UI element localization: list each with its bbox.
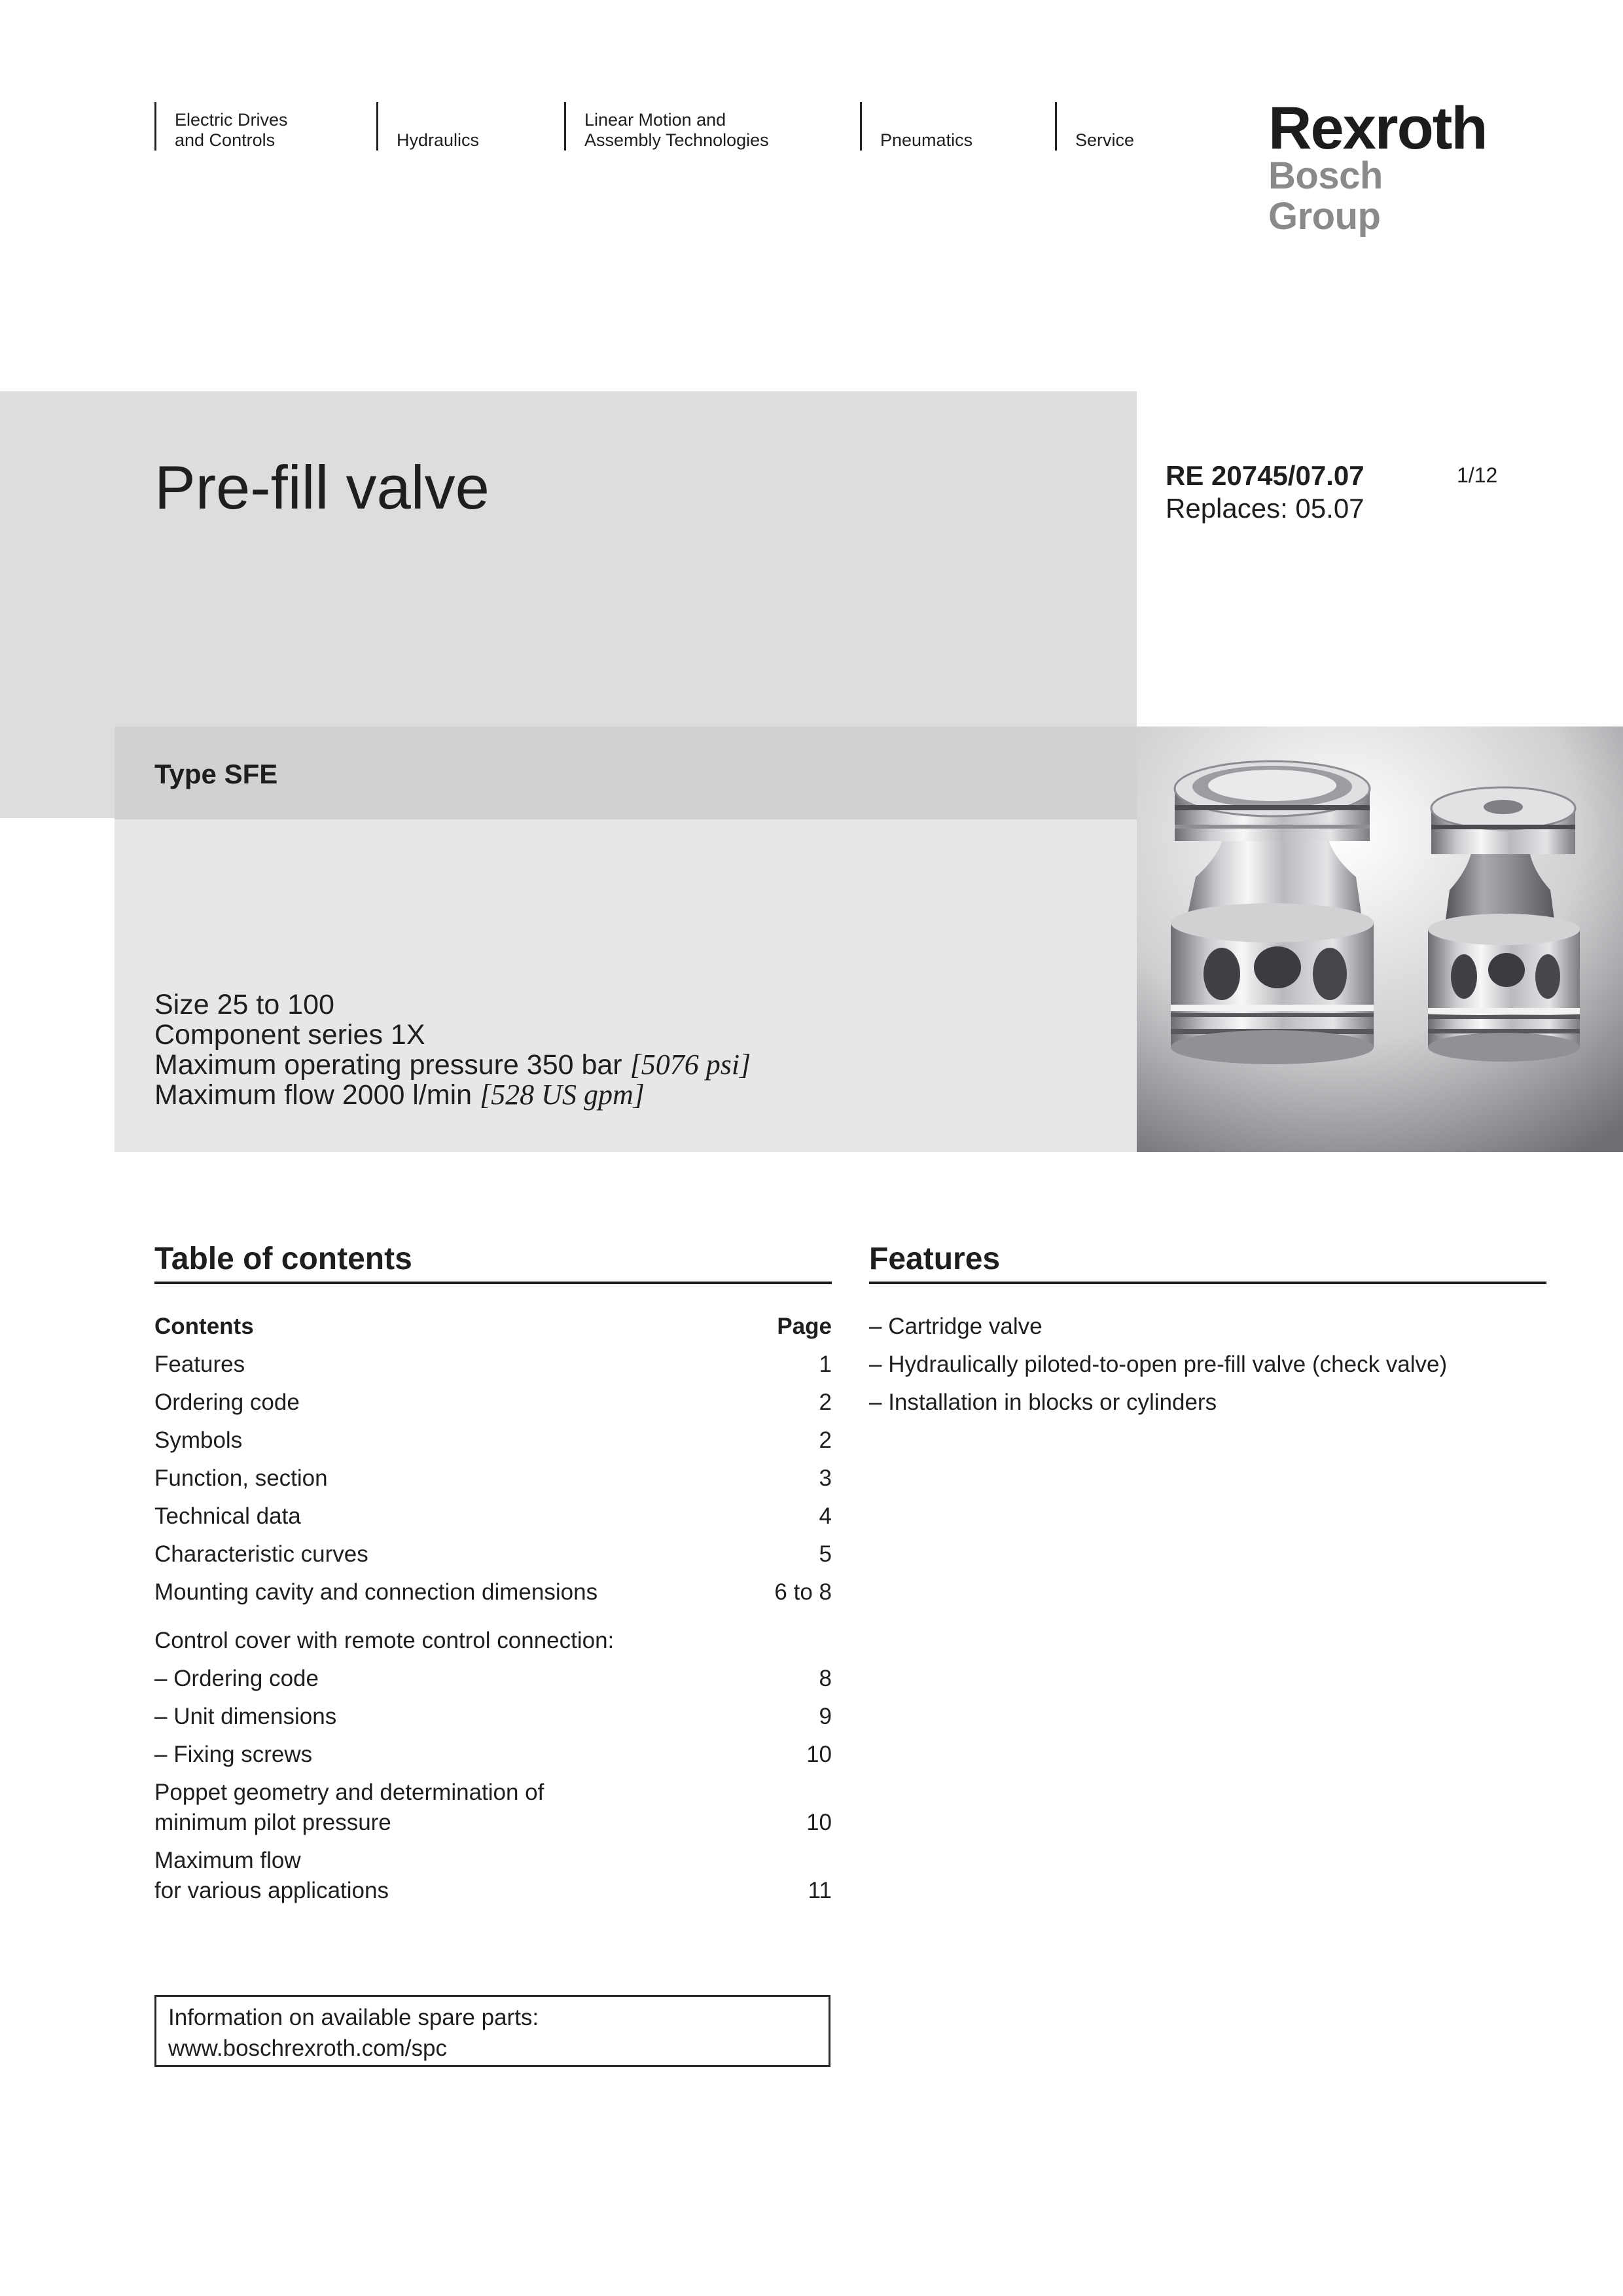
toc-row-label: – Fixing screws — [154, 1742, 313, 1767]
toc-row-label-line2: minimum pilot pressure — [154, 1810, 391, 1835]
toc-row[interactable] — [154, 1384, 832, 1422]
toc-row-page: 2 — [819, 1427, 832, 1453]
nav-label-line2: Assembly Technologies — [584, 130, 769, 150]
nav-label-line2: and Controls — [175, 130, 276, 150]
toc-row[interactable] — [154, 1535, 832, 1573]
toc-row[interactable] — [154, 1660, 832, 1698]
toc-row-page: 11 — [808, 1878, 832, 1903]
nav-service[interactable] — [1055, 102, 1135, 151]
toc-row-poppet[interactable] — [154, 1774, 832, 1842]
toc-row-label: Features — [154, 1352, 245, 1377]
toc-row[interactable] — [154, 1573, 832, 1611]
page-number: 1/12 — [1457, 463, 1498, 487]
toc-row-page: 9 — [819, 1704, 832, 1729]
toc-header — [154, 1308, 832, 1346]
feature-item: – Cartridge valve — [869, 1314, 1043, 1339]
spare-parts-link[interactable]: www.boschrexroth.com/spc — [168, 2036, 447, 2061]
nav-label: Pneumatics — [880, 130, 973, 150]
logo-brand: Rexroth — [1268, 95, 1487, 162]
valve-small — [1428, 787, 1580, 1062]
product-photo — [1137, 726, 1623, 1152]
toc-row-label: Technical data — [154, 1503, 301, 1529]
logo-group: Bosch Group — [1268, 154, 1383, 238]
toc-row-page: 3 — [819, 1465, 832, 1491]
toc-row[interactable] — [154, 1422, 832, 1460]
toc-row[interactable] — [154, 1346, 832, 1384]
toc-row-page: 10 — [806, 1742, 832, 1767]
spec-flow — [154, 1080, 751, 1110]
toc-control-cover-note: Control cover with remote control connection: — [154, 1628, 615, 1653]
toc-row-page: 2 — [819, 1390, 832, 1415]
toc-row-max-flow[interactable] — [154, 1842, 832, 1910]
table-of-contents — [154, 1308, 832, 1910]
nav-electric-drives[interactable] — [154, 102, 288, 151]
toc-row-label: – Ordering code — [154, 1666, 319, 1691]
toc-header-page: Page — [777, 1314, 832, 1339]
nav-label-line1: Electric Drives — [175, 110, 288, 130]
spec-size: Size 25 to 100 — [154, 989, 334, 1020]
toc-row-page: 4 — [819, 1503, 832, 1529]
nav-pneumatics[interactable] — [860, 102, 973, 151]
feature-item: – Installation in blocks or cylinders — [869, 1390, 1217, 1415]
page-title: Pre-fill valve — [154, 453, 490, 522]
toc-row-label: Ordering code — [154, 1390, 300, 1415]
toc-row-label: Mounting cavity and connection dimensions — [154, 1579, 598, 1605]
valve-large — [1171, 761, 1374, 1064]
features-title: Features — [869, 1242, 1001, 1276]
document-replaces: Replaces: 05.07 — [1166, 493, 1364, 524]
toc-row[interactable] — [154, 1460, 832, 1498]
toc-row-page: 8 — [819, 1666, 832, 1691]
document-number: RE 20745/07.07 — [1166, 460, 1364, 491]
info-text: Information on available spare parts: — [168, 2005, 539, 2030]
toc-title: Table of contents — [154, 1242, 412, 1276]
spec-flow-label: Maximum flow 2000 l/min — [154, 1079, 473, 1111]
toc-header-contents: Contents — [154, 1314, 254, 1339]
nav-linear-motion[interactable] — [564, 102, 769, 151]
nav-label: Hydraulics — [397, 130, 480, 150]
toc-row-page: 6 to 8 — [774, 1579, 832, 1605]
features-list — [869, 1308, 1546, 1422]
spec-pressure-alt: [5076 psi] — [630, 1049, 751, 1081]
nav-hydraulics[interactable] — [376, 102, 480, 151]
toc-row-label-line1: Poppet geometry and determination of — [154, 1780, 544, 1805]
toc-row-page: 1 — [819, 1352, 832, 1377]
toc-row[interactable] — [154, 1698, 832, 1736]
toc-row-label: Symbols — [154, 1427, 243, 1453]
toc-row-label: Characteristic curves — [154, 1541, 368, 1567]
spec-pressure-label: Maximum operating pressure 350 bar — [154, 1049, 622, 1081]
toc-row-page: 5 — [819, 1541, 832, 1567]
toc-row-label-line2: for various applications — [154, 1878, 389, 1903]
rexroth-logo — [1268, 97, 1504, 237]
toc-row[interactable] — [154, 1498, 832, 1535]
toc-row-label: – Unit dimensions — [154, 1704, 337, 1729]
spare-parts-info-box — [154, 1995, 830, 2067]
toc-title-rule — [154, 1282, 832, 1284]
toc-row-label-line1: Maximum flow — [154, 1848, 301, 1873]
feature-item: – Hydraulically piloted-to-open pre-fill valve (check valve) — [869, 1352, 1448, 1377]
toc-row[interactable] — [154, 1736, 832, 1774]
spec-list — [154, 990, 751, 1110]
nav-label-line1: Linear Motion and — [584, 110, 726, 130]
nav-label: Service — [1075, 130, 1135, 150]
type-label: Type SFE — [154, 759, 278, 789]
spec-pressure — [154, 1050, 751, 1080]
features-title-rule — [869, 1282, 1546, 1284]
toc-row-label: Function, section — [154, 1465, 328, 1491]
spec-series: Component series 1X — [154, 1019, 425, 1050]
spec-flow-alt: [528 US gpm] — [480, 1079, 645, 1111]
toc-row-page: 10 — [806, 1810, 832, 1835]
